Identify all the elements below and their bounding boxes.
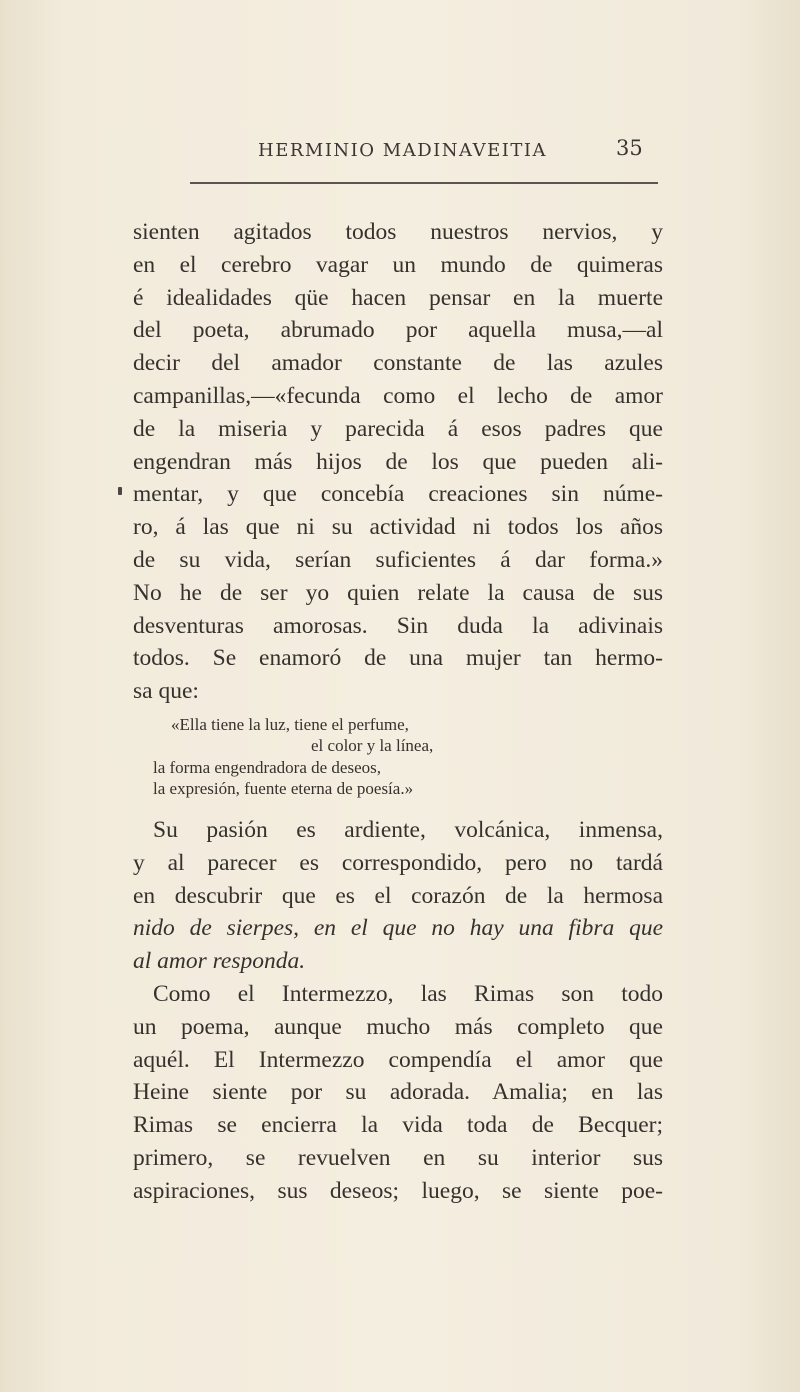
- text-line: y al parecer es correspondido, pero no tardá: [133, 849, 663, 876]
- text-line: aquél. El Intermezzo compendía el amor que: [133, 1046, 663, 1073]
- text-line: del poeta, abrumado por aquella musa,—al: [133, 317, 663, 344]
- text-line: ro, á las que ni su actividad ni todos los años: [133, 514, 663, 541]
- text-line-italic: al amor responda.: [133, 948, 306, 975]
- header-rule: [190, 182, 658, 184]
- text-line: Rimas se encierra la vida toda de Becquer;: [133, 1112, 663, 1139]
- text-line: un poema, aunque mucho más completo que: [133, 1013, 663, 1040]
- running-title: HERMINIO MADINAVEITIA: [258, 140, 547, 161]
- text-line: primero, se revuelven en su interior sus: [133, 1144, 663, 1171]
- text-line: en descubrir que es el corazón de la hermosa: [133, 882, 663, 909]
- text-line: mentar, y que concebía creaciones sin núme-: [133, 481, 663, 508]
- text-line: desventuras amorosas. Sin duda la adivinais: [133, 612, 663, 639]
- text-line-italic: nido de sierpes, en el que no hay una fibra que: [133, 915, 663, 942]
- body-text: [133, 216, 663, 1208]
- text-line: sienten agitados todos nuestros nervios, y: [133, 219, 663, 245]
- text-line: de su vida, serían suficientes á dar forma.»: [133, 546, 663, 573]
- margin-mark: [118, 487, 122, 495]
- text-line: Heine siente por su adorada. Amalia; en las: [133, 1079, 663, 1106]
- text-line: é idealidades qüe hacen pensar en la muerte: [133, 284, 663, 311]
- text-line: sa que:: [133, 678, 199, 705]
- text-line: aspiraciones, sus deseos; luego, se siente poe-: [133, 1177, 663, 1204]
- page-number: 35: [616, 136, 643, 160]
- verse-line: la expresión, fuente eterna de poesía.»: [153, 779, 414, 799]
- text-line: de la miseria y parecida á esos padres que: [133, 415, 663, 442]
- text-line: todos. Se enamoró de una mujer tan hermo-: [133, 645, 663, 672]
- text-line: engendran más hijos de los que pueden ali-: [133, 448, 663, 475]
- text-line: Como el Intermezzo, las Rimas son todo: [153, 980, 663, 1007]
- verse-line: la forma engendradora de deseos,: [153, 757, 381, 777]
- verse-line: «Ella tiene la luz, tiene el perfume,: [171, 714, 409, 734]
- text-line: decir del amador constante de las azules: [133, 350, 663, 377]
- verse-line: el color y la línea,: [311, 736, 434, 756]
- text-line: No he de ser yo quien relate la causa de sus: [133, 579, 663, 606]
- text-line: en el cerebro vagar un mundo de quimeras: [133, 251, 663, 278]
- text-line: Su pasión es ardiente, volcánica, inmensa,: [153, 816, 663, 843]
- text-line: campanillas,—«fecunda como el lecho de amor: [133, 382, 663, 409]
